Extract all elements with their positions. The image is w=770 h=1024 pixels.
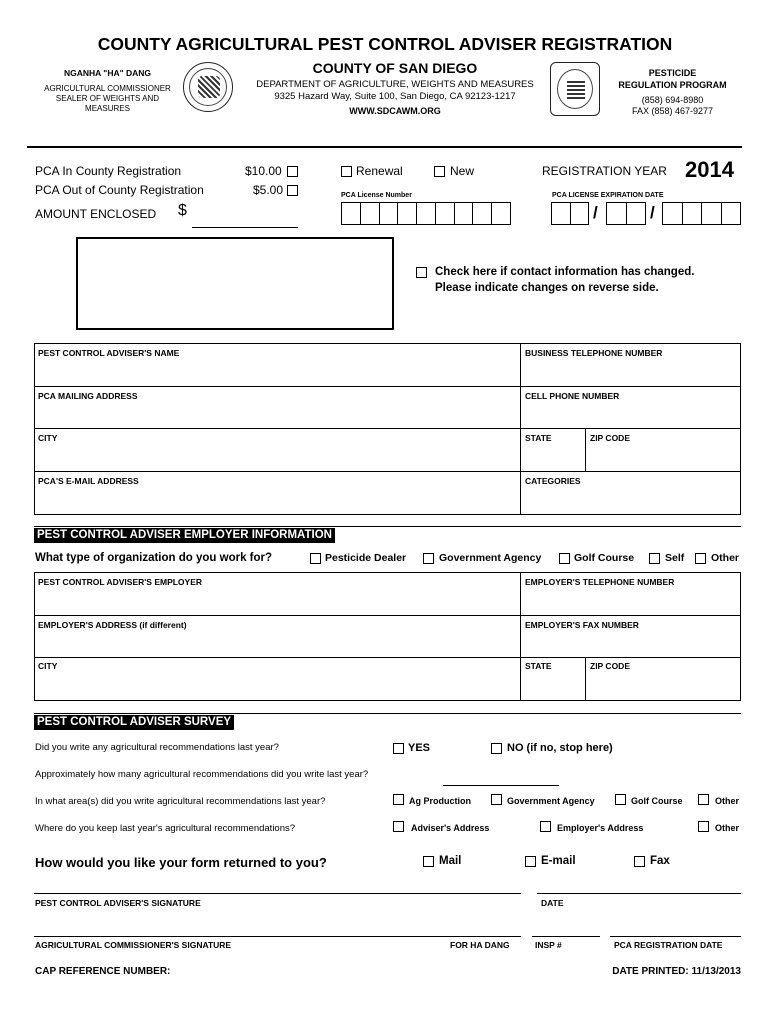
renewal-label: Renewal	[356, 164, 403, 178]
expiration-date-label: PCA LICENSE EXPIRATION DATE	[552, 192, 664, 199]
in-county-checkbox[interactable]	[287, 166, 298, 177]
renewal-checkbox[interactable]	[341, 166, 352, 177]
commissioner-name: NGANHA "HA" DANG	[63, 68, 152, 78]
q3-golf-course-label: Golf Course	[631, 796, 683, 806]
organization-question: What type of organization do you work for?	[35, 552, 273, 564]
commissioner-signature-label: AGRICULTURAL COMMISSIONER'S SIGNATURE	[35, 940, 232, 950]
county-name: COUNTY OF SAN DIEGO	[312, 60, 478, 76]
mailing-address-label: PCA MAILING ADDRESS	[38, 391, 138, 401]
adviser-signature-field[interactable]	[34, 893, 521, 894]
q4-adviser-address-label: Adviser's Address	[411, 823, 490, 833]
business-phone-label: BUSINESS TELEPHONE NUMBER	[525, 348, 663, 358]
form-title: COUNTY AGRICULTURAL PEST CONTROL ADVISER REGISTRATION	[97, 34, 673, 54]
employer-phone-label: EMPLOYER'S TELEPHONE NUMBER	[525, 577, 675, 587]
license-number-field[interactable]	[341, 202, 511, 225]
q4-employer-address-label: Employer's Address	[557, 823, 644, 833]
q4-other-checkbox[interactable]	[698, 821, 709, 832]
org-pesticide-dealer-checkbox[interactable]	[310, 553, 321, 564]
q1-yes-label: YES	[408, 742, 431, 754]
employer-section-rule	[34, 526, 741, 527]
registration-year-label: REGISTRATION YEAR	[542, 164, 667, 178]
employer-label: PEST CONTROL ADVISER'S EMPLOYER	[38, 577, 203, 587]
program-name-1: PESTICIDE	[648, 68, 697, 78]
expiration-month-field[interactable]	[551, 202, 589, 225]
insp-label: INSP #	[535, 940, 562, 950]
department-website[interactable]: WWW.SDCAWM.ORG	[349, 106, 441, 116]
survey-section-title: PEST CONTROL ADVISER SURVEY	[34, 715, 234, 730]
survey-q1: Did you write any agricultural recommendations last year?	[35, 742, 279, 753]
city-label: CITY	[38, 433, 58, 443]
q1-no-checkbox[interactable]	[491, 743, 502, 754]
return-email-checkbox[interactable]	[525, 856, 536, 867]
employer-fax-label: EMPLOYER'S FAX NUMBER	[525, 620, 639, 630]
expiration-slash-2: /	[650, 203, 655, 222]
q3-other-checkbox[interactable]	[698, 794, 709, 805]
signature-date-field[interactable]	[537, 893, 741, 894]
dollar-sign: $	[178, 202, 187, 219]
org-pesticide-dealer-label: Pesticide Dealer	[325, 552, 407, 564]
org-other-label: Other	[711, 552, 740, 564]
pca-registration-date-label: PCA REGISTRATION DATE	[614, 940, 723, 950]
return-email-label: E-mail	[541, 855, 576, 867]
return-question: How would you like your form returned to you?	[35, 855, 327, 870]
in-county-amount: $10.00	[245, 164, 282, 178]
program-fax: FAX (858) 467-9277	[631, 106, 714, 116]
insp-field	[532, 936, 600, 937]
employer-city-label: CITY	[38, 661, 58, 671]
license-number-label: PCA License Number	[341, 192, 412, 199]
employer-city-field[interactable]	[34, 657, 521, 701]
return-fax-label: Fax	[650, 855, 670, 867]
org-other-checkbox[interactable]	[695, 553, 706, 564]
q3-ag-production-checkbox[interactable]	[393, 794, 404, 805]
adviser-signature-label: PEST CONTROL ADVISER'S SIGNATURE	[35, 898, 201, 908]
q3-government-agency-checkbox[interactable]	[491, 794, 502, 805]
expiration-day-field[interactable]	[606, 202, 646, 225]
registration-year: 2014	[685, 157, 734, 182]
q1-yes-checkbox[interactable]	[393, 743, 404, 754]
q1-no-label: NO (if no, stop here)	[507, 742, 613, 754]
amount-enclosed-label: AMOUNT ENCLOSED	[35, 207, 157, 221]
org-golf-course-checkbox[interactable]	[559, 553, 570, 564]
cell-phone-label: CELL PHONE NUMBER	[525, 391, 620, 401]
return-mail-label: Mail	[439, 855, 462, 867]
employer-address-label: EMPLOYER'S ADDRESS (if different)	[38, 620, 187, 630]
org-self-checkbox[interactable]	[649, 553, 660, 564]
department-name: DEPARTMENT OF AGRICULTURE, WEIGHTS AND MEASURES	[256, 79, 534, 90]
email-label: PCA'S E-MAIL ADDRESS	[38, 476, 139, 486]
new-checkbox[interactable]	[434, 166, 445, 177]
q3-ag-production-label: Ag Production	[409, 796, 471, 806]
commissioner-signature-field	[34, 936, 521, 937]
contact-changed-checkbox[interactable]	[416, 267, 427, 278]
q3-other-label: Other	[715, 796, 740, 806]
q3-government-agency-label: Government Agency	[507, 796, 595, 806]
employer-zip-label: ZIP CODE	[590, 661, 630, 671]
q3-golf-course-checkbox[interactable]	[615, 794, 626, 805]
org-golf-course-label: Golf Course	[574, 552, 635, 564]
mailing-label-box	[76, 237, 394, 330]
new-label: New	[450, 164, 475, 178]
header-divider	[27, 146, 742, 148]
employer-section-title: PEST CONTROL ADVISER EMPLOYER INFORMATION	[34, 528, 335, 543]
contact-changed-line2: Please indicate changes on reverse side.	[435, 282, 659, 294]
amount-enclosed-field[interactable]	[192, 227, 298, 228]
org-government-agency-checkbox[interactable]	[423, 553, 434, 564]
survey-q3: In what area(s) did you write agricultural recommendations last year?	[35, 796, 326, 807]
out-county-label: PCA Out of County Registration	[35, 183, 204, 197]
org-government-agency-label: Government Agency	[439, 552, 542, 564]
adviser-name-label: PEST CONTROL ADVISER'S NAME	[38, 348, 180, 358]
commissioner-role-3: MEASURES	[85, 104, 130, 113]
cap-reference-label: CAP REFERENCE NUMBER:	[35, 966, 171, 977]
commissioner-role-1: AGRICULTURAL COMMISSIONER	[44, 84, 171, 93]
signature-date-label: DATE	[541, 898, 564, 908]
survey-q4: Where do you keep last year's agricultural recommendations?	[35, 823, 296, 834]
sealer-seal-icon	[550, 62, 600, 116]
department-address: 9325 Hazard Way, Suite 100, San Diego, CA 92123-1217	[274, 91, 516, 102]
program-phone: (858) 694-8980	[641, 95, 704, 105]
date-printed: DATE PRINTED: 11/13/2013	[612, 966, 741, 977]
out-county-checkbox[interactable]	[287, 185, 298, 196]
for-ha-dang-label: FOR HA DANG	[450, 940, 510, 950]
program-name-2: REGULATION PROGRAM	[618, 80, 727, 90]
county-seal-icon	[183, 62, 233, 112]
commissioner-role-2: SEALER OF WEIGHTS AND	[55, 94, 160, 103]
zip-label: ZIP CODE	[590, 433, 630, 443]
survey-section-rule	[34, 713, 741, 714]
q4-employer-address-checkbox[interactable]	[540, 821, 551, 832]
contact-changed-line1: Check here if contact information has changed.	[435, 266, 695, 278]
survey-q2: Approximately how many agricultural recommendations did you write last year?	[35, 769, 369, 780]
q2-answer-field[interactable]	[443, 785, 559, 786]
in-county-label: PCA In County Registration	[35, 164, 182, 178]
return-mail-checkbox[interactable]	[423, 856, 434, 867]
return-fax-checkbox[interactable]	[634, 856, 645, 867]
expiration-year-field[interactable]	[662, 202, 741, 225]
pca-registration-date-field	[610, 936, 741, 937]
org-self-label: Self	[665, 552, 685, 564]
expiration-slash-1: /	[593, 203, 598, 222]
categories-label: CATEGORIES	[525, 476, 581, 486]
state-label: STATE	[525, 433, 552, 443]
city-field[interactable]	[34, 428, 521, 472]
q4-adviser-address-checkbox[interactable]	[393, 821, 404, 832]
q4-other-label: Other	[715, 823, 740, 833]
employer-state-label: STATE	[525, 661, 552, 671]
out-county-amount: $5.00	[253, 183, 284, 197]
